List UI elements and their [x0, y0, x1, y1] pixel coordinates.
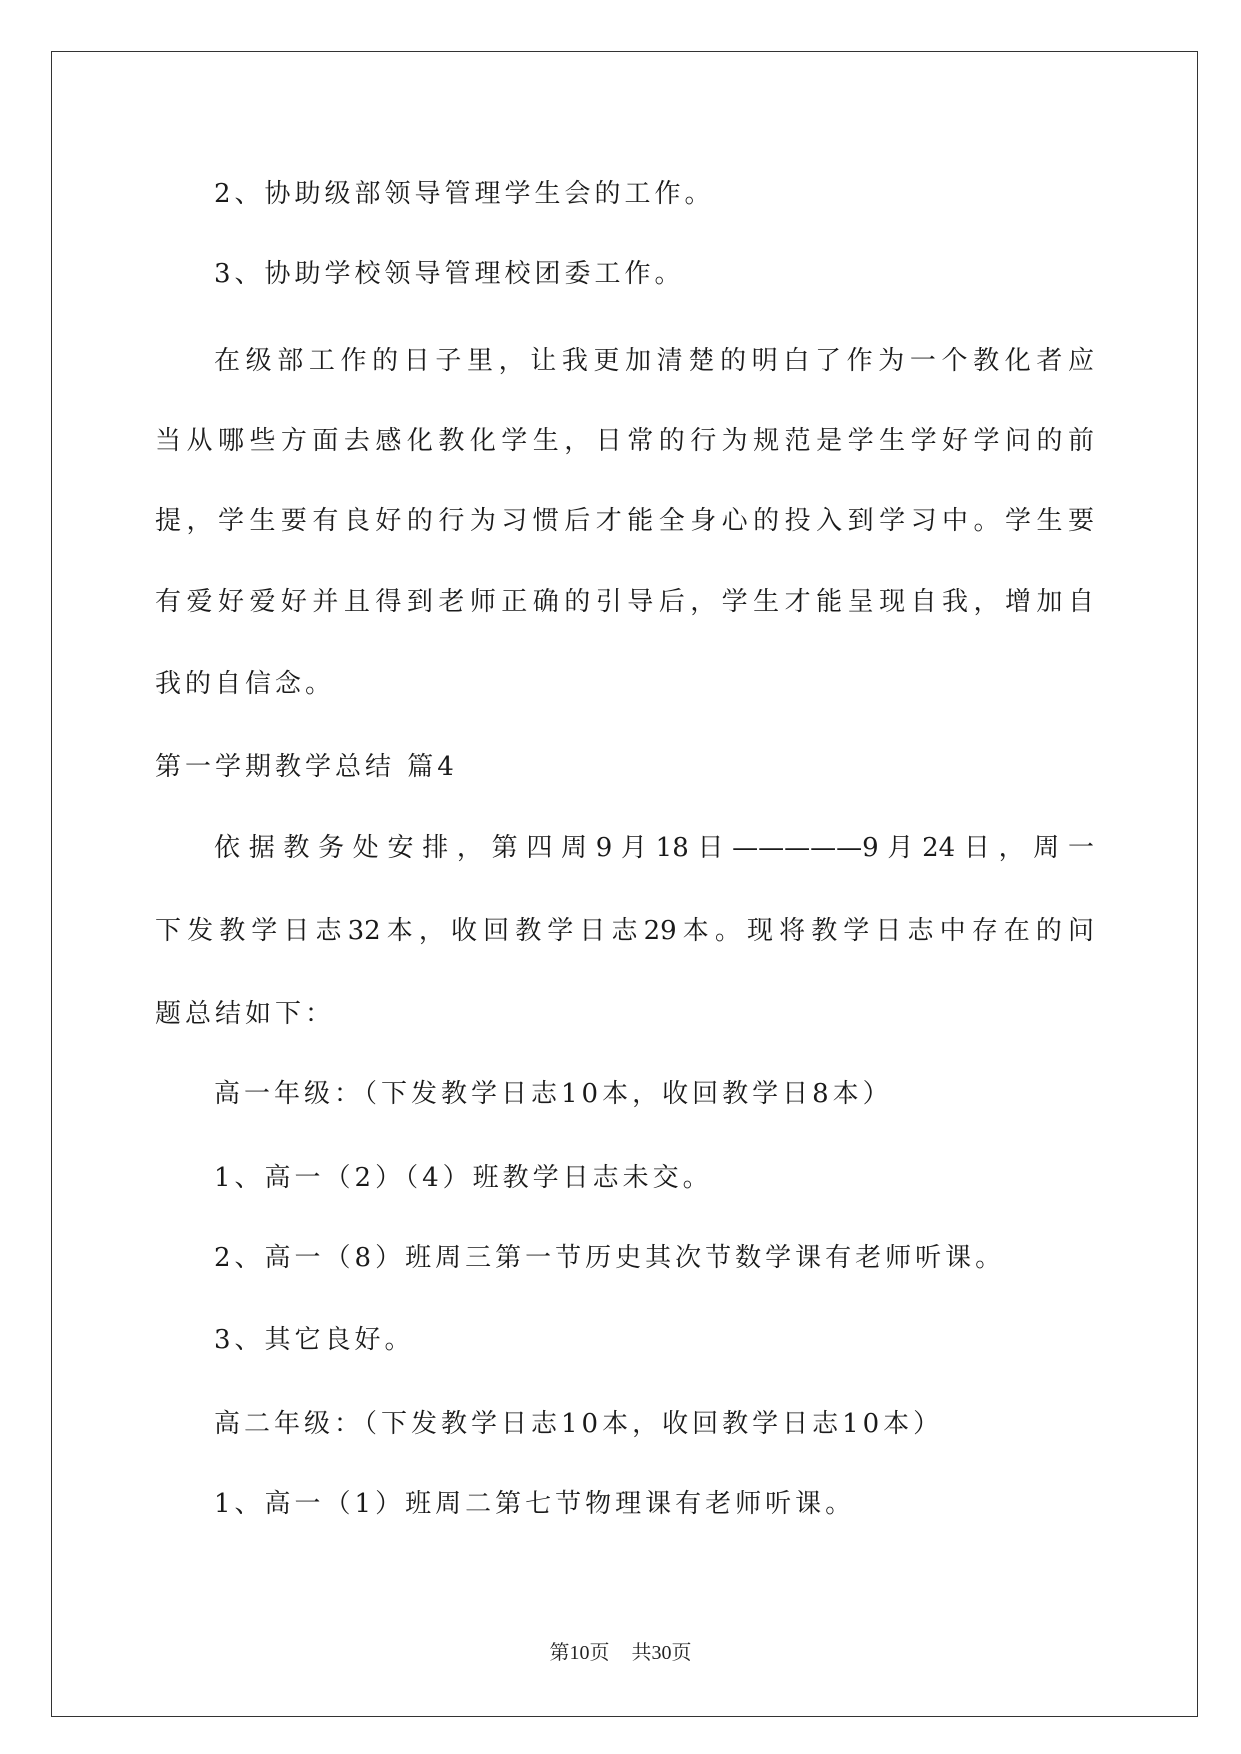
- paragraph-line: 题总结如下：: [155, 999, 336, 1029]
- page-border: [51, 51, 1198, 1717]
- paragraph-line: 2、协助级部领导管理学生会的工作。: [214, 179, 715, 209]
- paragraph-line: 高一年级：（下发教学日志10本，收回教学日8本）: [214, 1079, 893, 1109]
- section-heading: 第一学期教学总结 篇4: [155, 752, 458, 782]
- paragraph-line: 3、协助学校领导管理校团委工作。: [214, 259, 685, 289]
- total-pages-label: 共30页: [631, 1642, 692, 1664]
- list-item: 3、其它良好。: [214, 1325, 415, 1355]
- paragraph-line: 下发教学日志32本，收回教学日志29本。现将教学日志中存在的问: [155, 916, 1094, 946]
- paragraph-line: 依据教务处安排，第四周9月18日—————9月24日，周一: [214, 833, 1094, 863]
- current-page-label: 第10页: [549, 1642, 610, 1664]
- paragraph-line: 我的自信念。: [155, 669, 336, 699]
- paragraph-line: 在级部工作的日子里，让我更加清楚的明白了作为一个教化者应: [214, 346, 1094, 376]
- list-item: 1、高一（2）（4）班教学日志未交。: [214, 1163, 713, 1193]
- paragraph-line: 高二年级：（下发教学日志10本，收回教学日志10本）: [214, 1409, 944, 1439]
- paragraph-line: 当从哪些方面去感化教化学生，日常的行为规范是学生学好学问的前: [155, 426, 1094, 456]
- paragraph-line: 提，学生要有良好的行为习惯后才能全身心的投入到学习中。学生要: [155, 506, 1094, 536]
- paragraph-line: 有爱好爱好并且得到老师正确的引导后，学生才能呈现自我，增加自: [155, 587, 1094, 617]
- page-number: [0, 1638, 1241, 1668]
- list-item: 1、高一（1）班周二第七节物理课有老师听课。: [214, 1489, 856, 1519]
- list-item: 2、高一（8）班周三第一节历史其次节数学课有老师听课。: [214, 1243, 1006, 1273]
